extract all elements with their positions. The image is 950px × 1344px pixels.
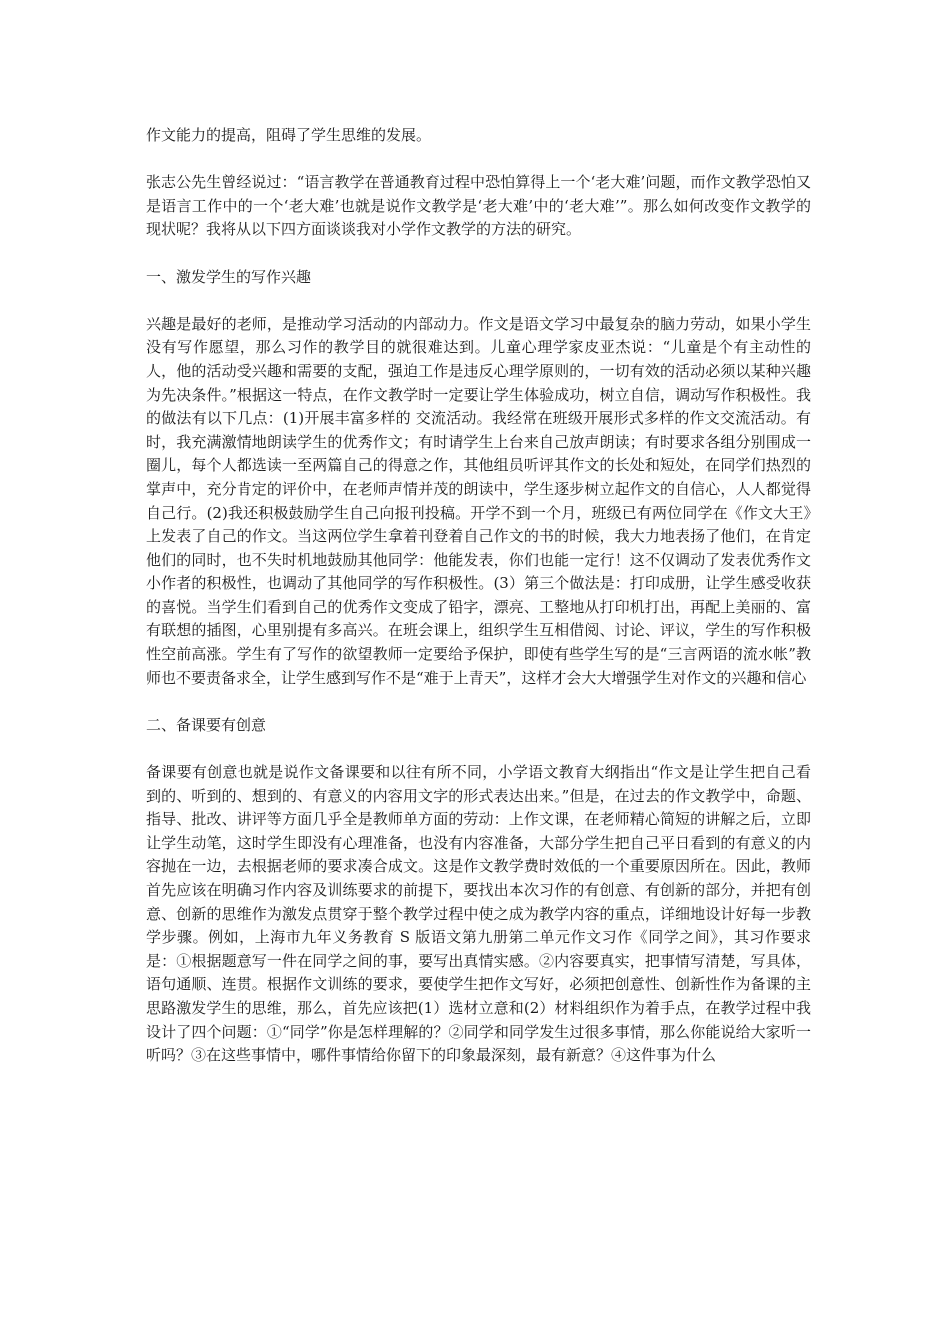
paragraph-lesson-prep: 备课要有创意也就是说作文备课要和以往有所不同，小学语文教育大纲指出“作文是让学生把自己看到的、听到的、想到的、有意义的内容用文字的形式表达出来。”但是，在过去的作文教学中，命题、指导、批改、讲评等方面几乎全是教师单方面的劳动：上作文课，在老师精心简短的讲解之后，立即让学生动笔，这时学生即没有心理准备，也没有内容准备，大部分学生把自己平日看到的有意义的内容抛在一边，去根据老师的要求凑合成文。这是作文教学费时效低的一个重要原因所在。因此，教师首先应该在明确习作内容及训练要求的前提下，要找出本次习作的有创意、有创新的部分，并把有创意、创新的思维作为激发点贯穿于整个教学过程中使之成为教学内容的重点，详细地设计好每一步教学步骤。例如，上海市九年义务教育 S 版语文第九册第二单元作文习作《同学之间》，其习作要求是：①根据题意写一件在同学之间的事，要写出真情实感。②内容要真实，把事情写清楚，写具体，语句通顺、连贯。根据作文训练的要求，要使学生把作文写好，必须把创意性、创新性作为备课的主思路激发学生的思维，那么，首先应该把(1）选材立意和(2）材料组织作为着手点，在教学过程中我设计了四个问题：①“同学”你是怎样理解的？②同学和同学发生过很多事情，那么你能说给大家听一听吗？③在这些事情中，哪件事情给你留下的印象最深刻，最有新意？④这件事为什么 — [146, 763, 811, 1065]
paragraph-quote: 张志公先生曾经说过：“语言教学在普通教育过程中恐怕算得上一个‘老大难’问题，而作文教学恐怕又是语言工作中的一个‘老大难’也就是说作文教学是‘老大难’中的‘老大难’”。那么如何改变作文教学的现状呢？我将从以下四方面谈谈我对小学作文教学的方法的研究。 — [146, 173, 811, 239]
section-heading-1: 一、激发学生的写作兴趣 — [146, 267, 312, 286]
document-body — [146, 124, 811, 1091]
paragraph-interest: 兴趣是最好的老师，是推动学习活动的内部动力。作文是语文学习中最复杂的脑力劳动，如果小学生没有写作愿望，那么习作的教学目的就很难达到。儿童心理学家皮亚杰说：“儿童是个有主动性的人，他的活动受兴趣和需要的支配，强迫工作是违反心理学原则的，一切有效的活动必须以某种兴趣为先决条件。”根据这一特点，在作文教学时一定要让学生体验成功，树立自信，调动写作积极性。我的做法有以下几点：(1)开展丰富多样的 交流活动。我经常在班级开展形式多样的作文交流活动。有时，我充满激情地朗读学生的优秀作文；有时请学生上台来自己放声朗读；有时要求各组分别围成一圈儿，每个人都选读一至两篇自己的得意之作，其他组员听评其作文的长处和短处，在同学们热烈的掌声中，充分肯定的评价中，在老师声情并茂的朗读中，学生逐步树立起作文的自信心，人人都觉得自己行。(2)我还积极鼓励学生自己向报刊投稿。开学不到一个月，班级已有两位同学在《作文大王》上发表了自己的作文。当这两位学生拿着刊登着自己作文的书的时候，我大力地表扬了他们，在肯定他们的同时，也不失时机地鼓励其他同学：他能发表，你们也能一定行！这不仅调动了发表优秀作文小作者的积极性，也调动了其他同学的写作积极性。(3）第三个做法是：打印成册，让学生感受收获的喜悦。当学生们看到自己的优秀作文变成了铅字，漂亮、工整地从打印机打出，再配上美丽的、富有联想的插图，心里别提有多高兴。在班会课上，组织学生互相借阅、讨论、评议，学生的写作积极性空前高涨。学生有了写作的欲望教师一定要给予保护，即使有些学生写的是“三言两语的流水帐”教师也不要责备求全，让学生感到写作不是“难于上青天”，这样才会大大增强学生对作文的兴趣和信心 — [146, 314, 811, 687]
paragraph-intro-end: 作文能力的提高，阻碍了学生思维的发展。 — [146, 126, 432, 144]
section-heading-2: 二、备课要有创意 — [146, 715, 267, 734]
